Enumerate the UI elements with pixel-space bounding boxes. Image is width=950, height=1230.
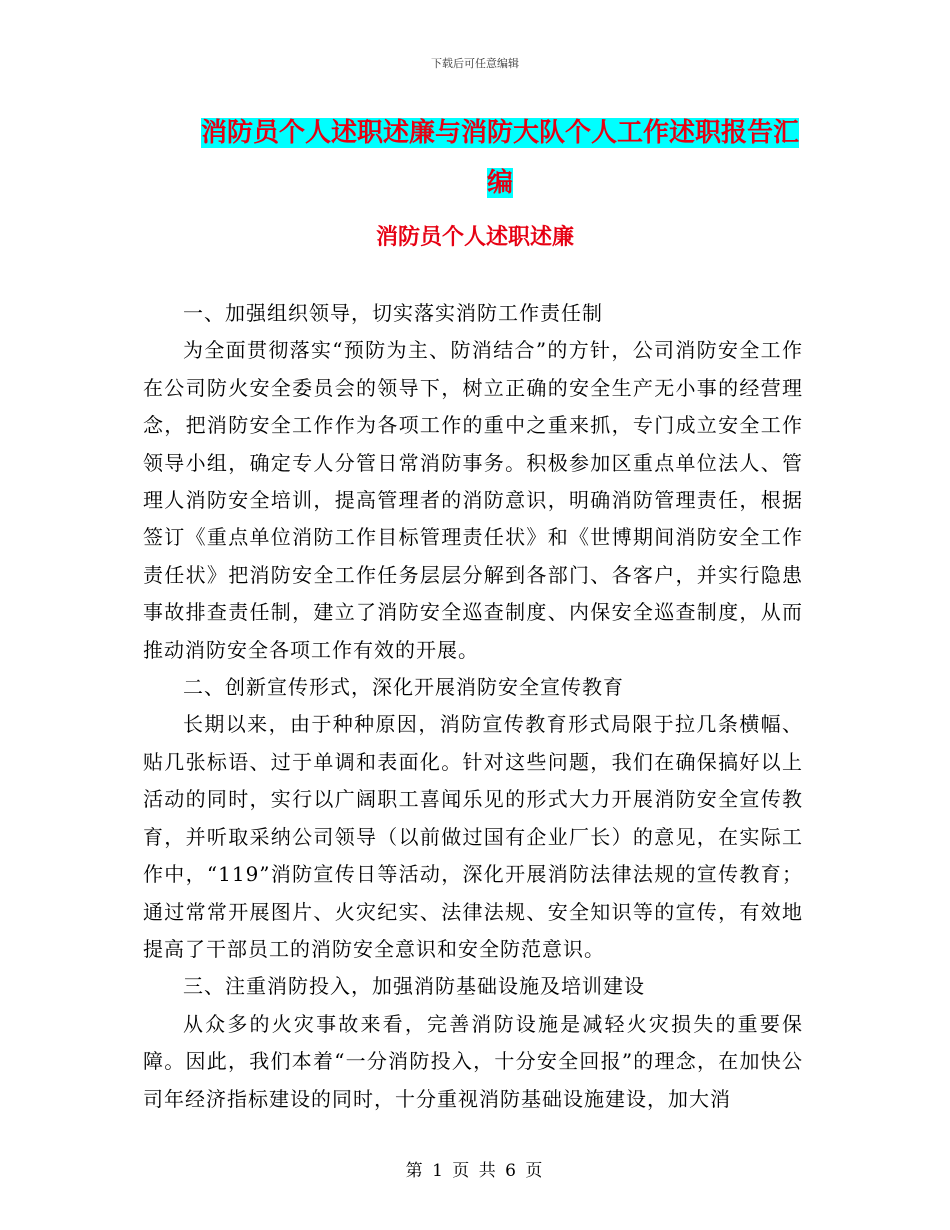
body-text — [143, 295, 803, 1118]
paragraph-2: 长期以来，由于种种原因，消防宣传教育形式局限于拉几条横幅、贴几张标语、过于单调和表面化。针对这些问题，我们在确保搞好以上活动的同时，实行以广阔职工喜闻乐见的形式大力开展消防安全宣传教育，并听取采纳公司领导（以前做过国有企业厂长）的意见，在实际工作中，“119”消防宣传日等活动，深化开展消防法律法规的宣传教育；通过常常开展图片、火灾纪实、法律法规、安全知识等的宣传，有效地提高了干部员工的消防安全意识和安全防范意识。 — [143, 712, 803, 961]
document-title — [190, 108, 810, 208]
heading-1: 一、加强组织领导，切实落实消防工作责任制 — [183, 301, 603, 325]
heading-3: 三、注重消防投入，加强消防基础设施及培训建设 — [183, 974, 645, 999]
header-note: 下载后可任意编辑 — [431, 57, 519, 70]
document-title-text: 消防员个人述职述廉与消防大队个人工作述职报告汇编 — [200, 118, 799, 198]
paragraph-3: 从众多的火灾事故来看，完善消防设施是减轻火灾损失的重要保障。因此，我们本着“一分消防投入，十分安全回报”的理念，在加快公司年经济指标建设的同时，十分重视消防基础设施建设，加大消 — [143, 1011, 803, 1111]
heading-2: 二、创新宣传形式，深化开展消防安全宣传教育 — [183, 675, 624, 700]
page-footer: 第 1 页 共 6 页 — [405, 1161, 545, 1181]
paragraph-1: 为全面贯彻落实“预防为主、防消结合”的方针，公司消防安全工作在公司防火安全委员会的领导下，树立正确的安全生产无小事的经营理念，把消防安全工作作为各项工作的重中之重来抓，专门成立安全工作领导小组，确定专人分管日常消防事务。积极参加区重点单位法人、管理人消防安全培训，提高管理者的消防意识，明确消防管理责任，根据签订《重点单位消防工作目标管理责任状》和《世博期间消防安全工作责任状》把消防安全工作任务层层分解到各部门、各客户，并实行隐患事故排查责任制，建立了消防安全巡查制度、内保安全巡查制度，从而推动消防安全各项工作有效的开展。 — [143, 338, 803, 662]
section-title: 消防员个人述职述廉 — [375, 225, 574, 250]
